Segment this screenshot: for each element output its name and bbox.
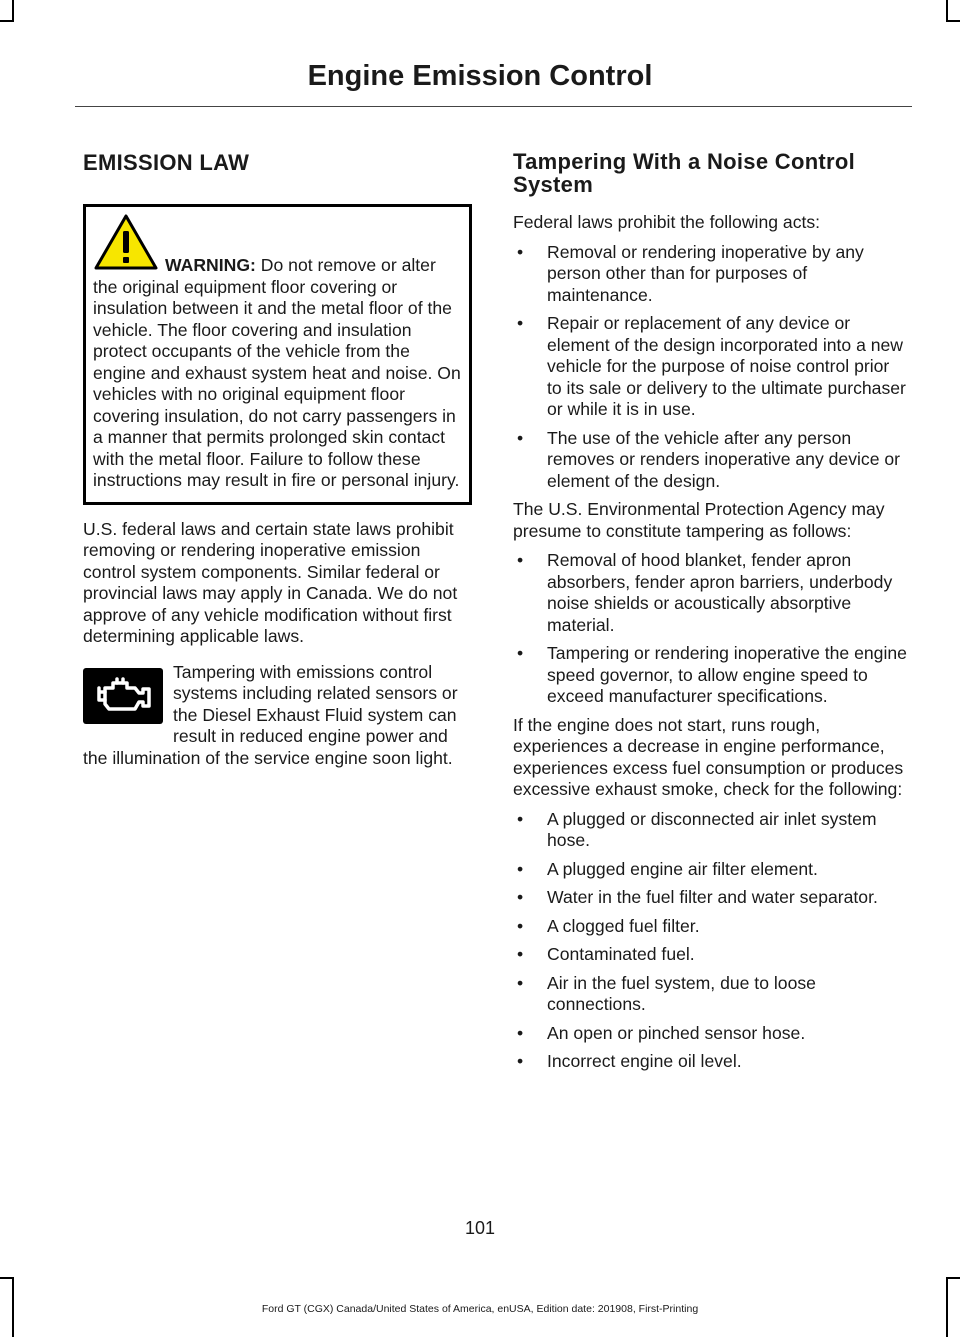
crop-mark [946, 1277, 960, 1279]
list-item: • Contaminated fuel. [517, 944, 695, 964]
list-item: • An open or pinched sensor hose. [517, 1022, 806, 1043]
paragraph-emission-laws: U.S. federal laws and certain state laws prohibit removing or rendering inoperative emission control system components. Similar federal or provincial laws may apply in Canada. We do not approve of any vehicle modification without first determining applicable laws. [83, 518, 458, 646]
warning-box [83, 204, 472, 505]
intro-federal-laws: Federal laws prohibit the following acts: [513, 212, 821, 232]
crop-mark [0, 1277, 14, 1279]
list-item: • Removal or rendering inoperative by any person other than for purposes of maintenance. [517, 241, 864, 305]
crop-mark [946, 20, 960, 22]
warning-label: WARNING: [165, 255, 256, 275]
crop-mark [946, 0, 948, 22]
list-item: • Tampering or rendering inoperative the engine speed governor, to allow engine speed to exceed manufacturer specifications. [517, 643, 907, 706]
list-item: • The use of the vehicle after any person removes or renders inoperative any device or element of the design. [517, 427, 901, 491]
warning-triangle-icon [93, 213, 159, 271]
list-item: • A clogged fuel filter. [517, 915, 700, 936]
page-number: 101 [464, 1218, 496, 1238]
list-engine-checks [513, 809, 908, 1073]
left-column [83, 146, 475, 769]
footer-edition-info: Ford GT (CGX) Canada/United States of America, enUSA, Edition date: 201908, First-Printing [261, 1303, 699, 1315]
list-item: • Air in the fuel system, due to loose connections. [517, 972, 816, 1014]
paragraph-tampering-emissions: Tampering with emissions control systems including related sensors or the Diesel Exhaust Fluid system can result in reduced engine power and the illumination of the service engine soon light. [83, 661, 458, 768]
section-heading-emission-law: EMISSION LAW [83, 150, 250, 175]
crop-mark [12, 0, 14, 22]
list-epa-tampering [513, 550, 908, 708]
list-item: • Water in the fuel filter and water separator. [517, 887, 878, 907]
list-item: • A plugged or disconnected air inlet system hose. [517, 808, 877, 850]
warning-body: Do not remove or alter the original equipment floor covering or insulation between it and the metal floor of the vehicle. The floor covering and insulation protect occupants of the vehicle from the engine and exhaust system heat and noise. On vehicles with no original equipment floor covering insulation, do not carry passengers in a manner that permits prolonged skin contact with the metal floor. Failure to follow these instructions may result in fire or personal injury. [93, 255, 461, 490]
intro-engine-check: If the engine does not start, runs rough, experiences a decrease in engine performance, experiences excess fuel consumption or produces excessive exhaust smoke, check for the following: [513, 714, 904, 799]
check-engine-icon [83, 668, 163, 724]
right-column [513, 146, 908, 1080]
list-item: • A plugged engine air filter element. [517, 858, 818, 879]
list-item: • Repair or replacement of any device or element of the design incorporated into a new vehicle for the purpose of noise control prior to its sale or delivery to the ultimate purchaser or while it is in use. [517, 313, 906, 419]
section-heading-noise-control: Tampering With a Noise Control System [513, 149, 856, 197]
crop-mark [0, 20, 14, 22]
page-title: Engine Emission Control [307, 60, 653, 92]
header-divider [75, 106, 912, 107]
tampering-block [83, 662, 475, 770]
list-item: • Incorrect engine oil level. [517, 1051, 742, 1071]
list-prohibited-acts [513, 242, 908, 493]
intro-epa: The U.S. Environmental Protection Agency may presume to constitute tampering as follows: [513, 499, 885, 541]
list-item: • Removal of hood blanket, fender apron absorbers, fender apron barriers, underbody noise shields or acoustically absorptive material. [517, 550, 893, 635]
